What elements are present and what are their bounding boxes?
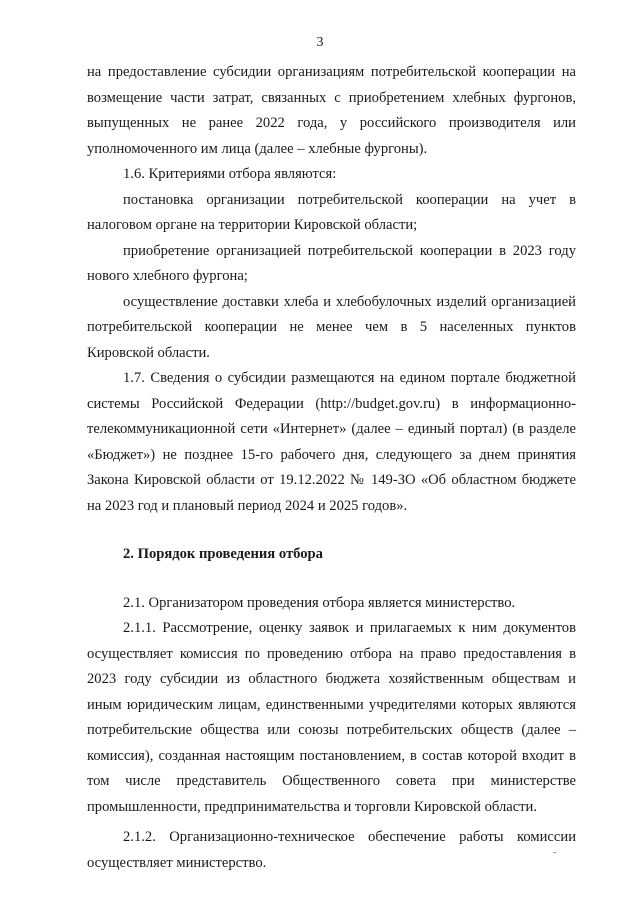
scan-mark	[553, 852, 556, 853]
paragraph-organizer: 2.1. Организатором проведения отбора является министерство.	[123, 594, 516, 611]
paragraph-subsidy-information: 1.7. Сведения о субсидии размещаются на едином портале бюджетной системы Российской Федерации (http://budget.gov.ru) в информационно-телекоммуникационной сети «Интернет» (далее – единый портал) (в разделе «Бюджет») не позднее 15-го рабочего дня, следующего за днем принятия Закона Кировской области от 19.12.2022 № 149-ЗО «Об областном бюджете на 2023 год и плановый период 2024 и 2025 годов».	[87, 370, 576, 514]
paragraph-purpose-continuation: на предоставление субсидии организациям потребительской кооперации на возмещение части затрат, связанных с приобретением хлебных фургонов, выпущенных не ранее 2022 года, у российского производителя или уполномоченного им лица (далее – хлебные фургоны).	[87, 64, 576, 157]
paragraph-commission: 2.1.1. Рассмотрение, оценку заявок и прилагаемых к ним документов осуществляет комиссия по проведению отбора на право предоставления в 2023 году субсидии из областного бюджета хозяйственным обществам и иным юридическим лицам, единственными учредителями которых являются потребительские общества или союзы потребительских обществ (далее – комиссия), созданная настоящим постановлением, в состав которой входит в том числе представитель Общественного совета при министерстве промышленности, предпринимательства и торговли Кировской области.	[87, 620, 576, 815]
paragraph-criteria-intro: 1.6. Критериями отбора являются:	[123, 166, 337, 182]
paragraph-criterion-purchase: приобретение организацией потребительской кооперации в 2023 году нового хлебного фургона;	[87, 242, 576, 284]
paragraph-criterion-registration: постановка организации потребительской кооперации на учет в налоговом органе на территории Кировской области;	[87, 191, 576, 233]
section-heading-selection-procedure: 2. Порядок проведения отбора	[123, 546, 323, 562]
paragraph-criterion-delivery: осуществление доставки хлеба и хлебобулочных изделий организацией потребительской кооперации не менее чем в 5 населенных пунктов Кировской области.	[87, 293, 576, 361]
paragraph-technical-support: 2.1.2. Организационно-техническое обеспечение работы комиссии осуществляет министерство.	[87, 829, 576, 871]
document-body	[87, 60, 576, 876]
page-number: 3	[316, 35, 324, 50]
